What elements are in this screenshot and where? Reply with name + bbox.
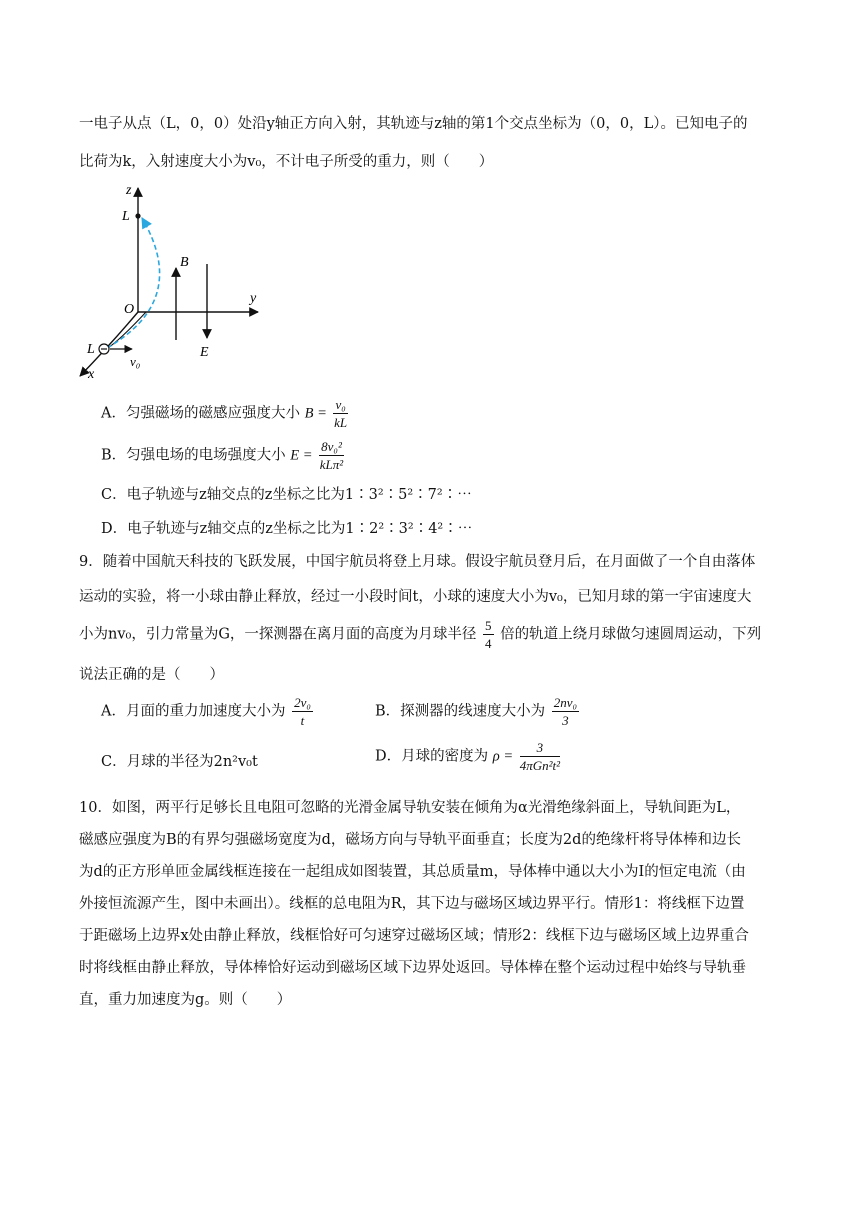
- q9-line-3-pre: 小为nv₀，引力常量为G，一探测器在离月面的高度为月球半径: [79, 626, 477, 643]
- q10-line-2: 磁感应强度为B的有界匀强磁场宽度为d，磁场方向与导轨平面垂直；长度为2d的绝缘杆将导体棒和边长: [79, 832, 741, 848]
- q8-option-b[interactable]: [101, 440, 346, 471]
- q10-line-5: 于距磁场上边界x处由静止释放，线框恰好可匀速穿过磁场区域；情形2：线框下边与磁场区域上边界重合: [79, 928, 749, 944]
- q9-option-d-lhs: ρ =: [492, 748, 514, 765]
- q10-line-7: 直，重力加速度为g。则（ ）: [79, 992, 292, 1008]
- q9-option-b-text: B．探测器的线速度大小为: [375, 703, 546, 720]
- q9-line-3: [79, 619, 761, 650]
- q8-option-b-lhs: E =: [290, 447, 313, 464]
- q10-line-6: 时将线框由静止释放，导体棒恰好运动到磁场区域下边界处返回。导体棒在整个运动过程中始终与导轨垂: [79, 960, 746, 976]
- q8-option-a[interactable]: [101, 398, 350, 429]
- q9-option-a-text: A．月面的重力加速度大小为: [101, 703, 286, 720]
- q8-option-b-text: B．匀强电场的电场强度大小: [101, 447, 286, 464]
- label-x: x: [88, 367, 95, 380]
- q9-option-d[interactable]: [375, 741, 562, 772]
- q9-option-d-text: D．月球的密度为: [375, 748, 489, 765]
- q8-option-b-fraction: $\frac{\text{8v₀²}}{\text{kLπ²}}$: [319, 439, 344, 472]
- q9-line-2: 运动的实验，将一小球由静止释放，经过一小段时间t，小球的速度大小为v₀，已知月球的第一宇宙速度大: [79, 589, 752, 605]
- q9-option-a-fraction: $\frac{\text{2v₀}}{t}$: [294, 695, 311, 728]
- q8-option-a-text: A．匀强磁场的磁感应强度大小: [101, 405, 300, 422]
- q9-line-1: 9．随着中国航天科技的飞跃发展，中国宇航员将登上月球。假设宇航员登月后，在月面做了一个自由落体: [79, 554, 756, 570]
- q8-stem-line-2: 比荷为k，入射速度大小为v₀，不计电子所受的重力，则（ ）: [79, 154, 494, 170]
- q8-option-d[interactable]: D．电子轨迹与z轴交点的z坐标之比为1∶2²∶3²∶4²∶⋯: [101, 521, 473, 537]
- q9-line-3-post: 倍的轨道上绕月球做匀速圆周运动，下列: [500, 626, 762, 643]
- q9-line-4: 说法正确的是（ ）: [79, 667, 224, 683]
- q8-coordinate-figure: [70, 180, 270, 380]
- label-z: z: [126, 183, 132, 198]
- q10-line-1: 10．如图，两平行足够长且电阻可忽略的光滑金属导轨安装在倾角为α光滑绝缘斜面上，导轨间距为L，: [79, 800, 741, 816]
- q9-option-a[interactable]: [101, 696, 315, 727]
- q9-ratio-fraction: $\frac{5}{4}$: [485, 618, 492, 651]
- q9-option-c[interactable]: C．月球的半径为2n²v₀t: [101, 754, 258, 770]
- label-L-top: L: [122, 209, 130, 224]
- q9-option-b-fraction: $\frac{\text{2nv₀}}{3}$: [553, 695, 578, 728]
- label-L-bottom: L: [87, 342, 95, 357]
- q8-option-c[interactable]: C．电子轨迹与z轴交点的z坐标之比为1∶3²∶5²∶7²∶⋯: [101, 487, 472, 503]
- q9-option-b[interactable]: [375, 696, 581, 727]
- label-v0: v₀: [130, 354, 141, 369]
- label-B: B: [180, 255, 189, 270]
- q10-line-3: 为d的正方形单匝金属线框连接在一起组成如图装置，其总质量m，导体棒中通以大小为I的恒定电流（由: [79, 864, 746, 880]
- q8-stem-line-1: 一电子从点（L，0，0）处沿y轴正方向入射，其轨迹与z轴的第1个交点坐标为（0，0，L）。已知电子的: [79, 116, 748, 132]
- q10-line-4: 外接恒流源产生，图中未画出）。线框的总电阻为R，其下边与磁场区域边界平行。情形1：将线框下边置: [79, 896, 745, 912]
- q9-option-d-fraction: $\frac{3}{\text{4πGn²t²}}$: [519, 740, 561, 773]
- q8-option-a-fraction: $\frac{\text{v₀}}{kL}$: [334, 397, 348, 430]
- q8-option-a-lhs: B =: [304, 405, 327, 422]
- label-y: y: [250, 291, 257, 306]
- point-L-top: [135, 213, 140, 218]
- electron-trajectory: [107, 218, 160, 348]
- label-E: E: [200, 345, 209, 360]
- label-O: O: [124, 302, 135, 317]
